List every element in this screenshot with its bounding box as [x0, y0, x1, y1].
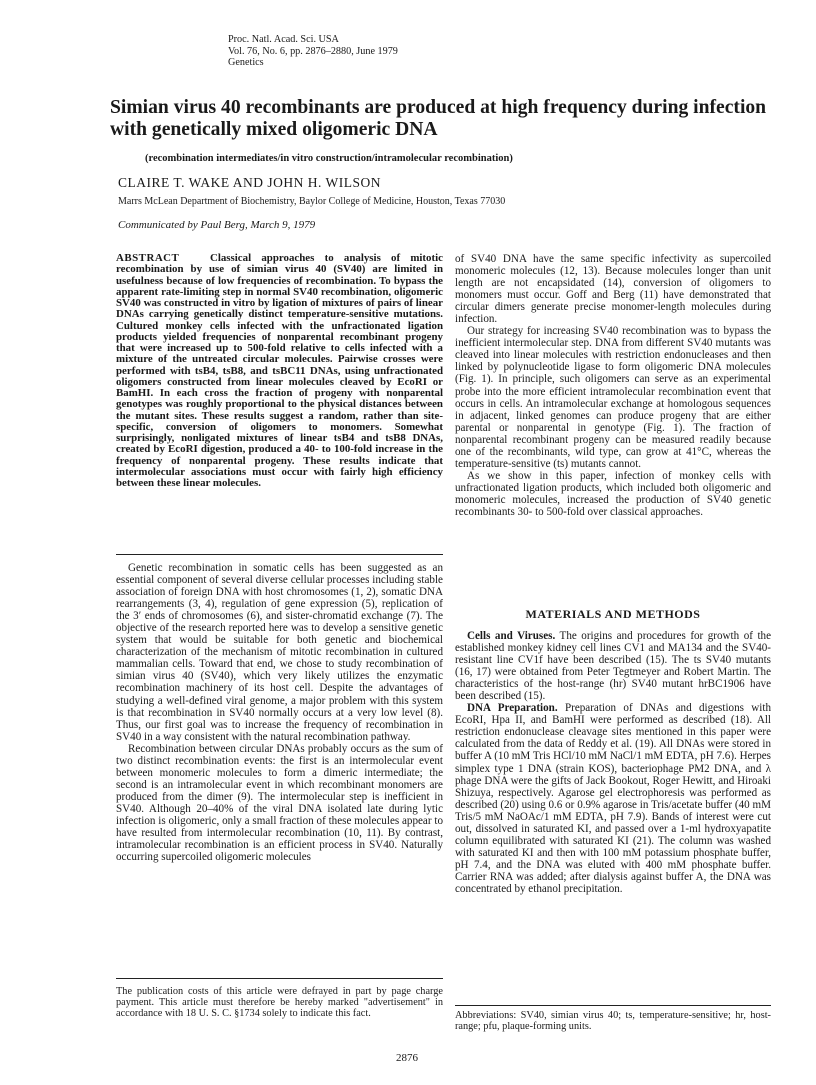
abstract [116, 253, 443, 489]
article-title: Simian virus 40 recombinants are produced at high frequency during infection with genetically mixed oligomeric DNA [110, 97, 767, 140]
body-paragraph: Our strategy for increasing SV40 recombination was to bypass the inefficient intermolecular step. DNA from different SV40 mutants was cleaved into linear molecules with restriction endonucleases and then linked by polynucleotide ligase to form oligomeric DNA molecules (Fig. 1). In principle, such oligomers can serve as an experimental probe into the more efficient intramolecular recombination event that occurs in cells. An intramolecular exchange at homologous sequences in adjacent, linked genomes can produce progeny that are either parental or nonparental in genotype (Fig. 1). The fraction of nonparental recombinant progeny can be measured readily because one of the recombinants, wild type, can grow at 41°C, whereas the temperature-sensitive (ts) mutants cannot. [455, 325, 771, 470]
footnote-abbreviations: Abbreviations: SV40, simian virus 40; ts, temperature-sensitive; hr, host-range; pfu, plaque-forming units. [455, 1010, 771, 1033]
journal-volume: Vol. 76, No. 6, pp. 2876–2880, June 1979 [228, 45, 398, 57]
runin-heading: DNA Preparation. [467, 702, 558, 715]
abstract-text: Classical approaches to analysis of mitotic recombination by use of simian virus 40 (SV40) are limited in usefulness because of low frequencies of recombination. To bypass the apparent rate-limiting step in normal SV40 recombination, oligomeric SV40 was constructed in vitro by ligation of mixtures of pairs of linear DNAs carrying genetically distinct temperature-sensitive mutations. Cultured monkey cells infected with the unfractionated ligation products yielded frequencies of nonparental recombinant progeny that were increased up to 500-fold relative to cells infected with a mixture of the untreated circular molecules. Pairwise crosses were performed with tsB4, tsB8, and tsBC11 DNAs, using unfractionated oligomers constructed from linear molecules cleaved by EcoRI or BamHI. In each cross the fraction of progeny with nonparental genotypes was roughly proportional to the physical distances between the mutant sites. These results suggest a random, rather than site-specific, conversion of oligomers to monomers. Somewhat surprisingly, nonligated mixtures of linear tsB4 and tsB8 DNAs, created by EcoRI digestion, produced a 40- to 100-fold increase in the frequency of nonparental progeny. These results indicate that intermolecular associations must occur with fairly high efficiency between these linear molecules. [116, 252, 443, 489]
methods-paragraph: Cells and Viruses. The origins and procedures for growth of the established monkey kidney cell lines CV1 and MA134 and the SV40-resistant line CV1f have been described (15). The ts SV40 mutants (16, 17) were obtained from Peter Tegtmeyer and Robert Martin. The characteristics of the host-range (hr) SV40 mutant hrBC1906 have been described (15). [455, 630, 771, 703]
body-paragraph: of SV40 DNA have the same specific infectivity as supercoiled monomeric molecules (12, 13). Because molecules longer than unit length are not encapsidated (14), conversion of oligomers to monomers must occur. Goff and Berg (11) have demonstrated that circular dimers generate precise monomer-length molecules during infection. [455, 253, 771, 326]
body-paragraph: Genetic recombination in somatic cells has been suggested as an essential component of several diverse cellular processes including stable association of foreign DNA with host chromosomes (1, 2), somatic DNA rearrangements (3, 4), regulation of gene expression (5), replication of the 3′ ends of chromosomes (6), and sister-chromatid exchange (7). The objective of the research reported here was to develop a sensitive genetic system that would be suitable for both genetic and biochemical characterization of the mechanism of mitotic recombination in cultured mammalian cells. Toward that end, we chose to study recombination of simian virus 40 (SV40), which very likely utilizes the enzymatic recombination machinery of its host cell. Despite the advantages of studying a well-defined viral genome, a major problem with this system is that recombination in SV40 normally occurs at a very low level (8). Thus, our first goal was to increase the frequency of recombination in SV40 in a way consistent with the natural recombination pathway. [116, 562, 443, 743]
keywords: (recombination intermediates/in vitro construction/intramolecular recombination) [145, 153, 513, 164]
section-heading: MATERIALS AND METHODS [525, 607, 701, 621]
affiliation: Marrs McLean Department of Biochemistry, Baylor College of Medicine, Houston, Texas 77030 [118, 196, 506, 207]
journal-section: Genetics [228, 57, 264, 69]
page-number: 2876 [396, 1052, 418, 1064]
abbrev-divider [455, 1005, 771, 1006]
footnote-publication: The publication costs of this article were defrayed in part by page charge payment. This article must therefore be hereby marked "advertisement" in accordance with 18 U. S. C. §1734 solely to indicate this fact. [116, 986, 443, 1020]
journal-name: Proc. Natl. Acad. Sci. USA [228, 34, 339, 45]
abstract-divider [116, 554, 443, 555]
journal-header [228, 34, 398, 69]
authors: CLAIRE T. WAKE AND JOHN H. WILSON [118, 175, 381, 190]
footnote-divider [116, 978, 443, 979]
runin-heading: Cells and Viruses. [467, 630, 556, 642]
methods-text [455, 630, 771, 895]
abstract-label: ABSTRACT [116, 252, 180, 264]
communicated-by: Communicated by Paul Berg, March 9, 1979 [118, 219, 316, 231]
body-paragraph: Recombination between circular DNAs probably occurs as the sum of two distinct recombination events: the first is an intermolecular event between monomeric molecules to form a dimeric intermediate; the second is an intramolecular event in which recombinant monomers are produced from the dimer (9). The intermolecular step is inefficient in SV40. Although 20–40% of the viral DNA isolated late during lytic infection is oligomeric, only a small fraction of these molecules appear to have resulted from intermolecular recombination (10, 11). By contrast, intramolecular recombination is an efficient process in SV40. Naturally occurring supercoiled oligomeric molecules [116, 742, 443, 864]
intro-text-continued [455, 253, 771, 518]
intro-text [116, 562, 443, 863]
body-paragraph: As we show in this paper, infection of monkey cells with unfractionated ligation products, which included both oligomeric and monomeric molecules, increased the production of SV40 genetic recombinants 30- to 500-fold over classical approaches. [455, 469, 771, 518]
methods-paragraph: DNA Preparation. Preparation of DNAs and digestions with EcoRI, Hpa II, and BamHI were performed as described (18). All restriction endonuclease cleavage sites mentioned in this paper were calculated from the data of Reddy et al. (19). All DNAs were stored in buffer A (10 mM Tris HCl/10 mM NaCl/1 mM EDTA, pH 7.6). Herpes simplex type 1 DNA (strain KOS), bacteriophage PM2 DNA, and λ phage DNA were the gifts of Jack Bookout, Roger Hewitt, and Hiroaki Shizuya, respectively. Agarose gel electrophoresis was performed as described (20) using 0.6 or 0.9% agarose in Tris/acetate buffer (40 mM Tris/5 mM NaOAc/1 mM EDTA, pH 7.9). Bands of interest were cut out, dissolved in saturated KI, and passed over a 1-ml hydroxyapatite column equilibrated with saturated KI (21). The column was washed with saturated KI and then with 100 mM potassium phosphate buffer, pH 7.4, and the DNA was eluted with 400 mM phosphate buffer. Carrier RNA was added; after dialysis against buffer A, the DNA was concentrated by ethanol precipitation. [455, 702, 772, 895]
